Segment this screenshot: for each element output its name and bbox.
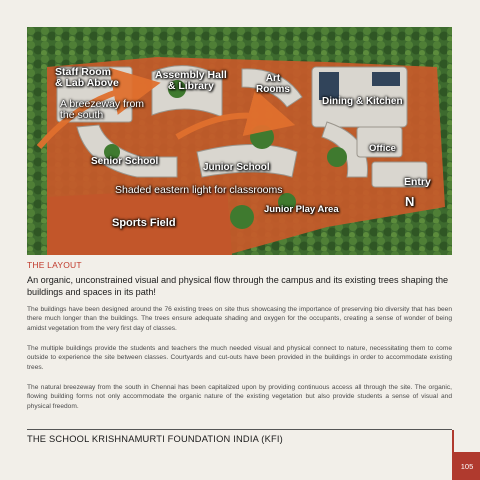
aerial-site-illustration — [27, 27, 452, 255]
section-title: THE LAYOUT — [27, 260, 82, 270]
paragraph-connect: The multiple buildings provide the students and teachers the much needed visual and physical connect to nature, necessitating them to come outside to experience the site between classes. Courtyards and cut-outs have been provided in the buildings in order to accommodate existing trees. — [27, 345, 452, 371]
right-arrow-icon — [408, 195, 452, 255]
label-entry: Entry — [404, 176, 431, 188]
label-shaded-light: Shaded eastern light for classrooms — [115, 184, 283, 196]
footer-title: THE SCHOOL KRISHNAMURTI FOUNDATION INDIA (KFI) — [27, 434, 283, 444]
label-junior-play-area: Junior Play Area — [264, 204, 339, 215]
label-art-rooms: Art Rooms — [256, 73, 290, 95]
aerial-site-photo — [27, 27, 452, 255]
label-junior-school: Junior School — [203, 162, 270, 173]
label-dining-kitchen: Dining & Kitchen — [322, 96, 403, 107]
page-number: 105 — [454, 452, 480, 480]
paragraph-trees: The buildings have been designed around the 76 existing trees on site thus showcasing the importance of preserving bio diversity that has been there much longer than the buildings. The trees ensure adequate shading and oxygen for the occupants, creating a sense of wonder of being amidst vegetation from the very first day of classes. — [27, 306, 452, 332]
lead-statement: An organic, unconstrained visual and physical flow through the campus and its existing trees shaping the buildings and spaces in its path! — [27, 275, 449, 297]
label-assembly-hall: Assembly Hall & Library — [155, 69, 227, 93]
paragraph-breezeway: The natural breezeway from the south in Chennai has been capitalized upon by providing continuous access all through the site. The organic, flowing building forms not only accommodate the organic nature of the existing vegetation but also provide students a sense of visual and physical freedom. — [27, 384, 452, 410]
label-senior-school: Senior School — [91, 156, 159, 167]
north-marker-letter: N — [405, 194, 415, 209]
label-sports-field: Sports Field — [112, 217, 176, 229]
label-breezeway: A breezeway from the south — [60, 98, 145, 122]
label-office: Office — [369, 143, 396, 154]
footer-divider — [27, 429, 452, 430]
north-marker — [405, 195, 414, 209]
label-staff-room: Staff Room & Lab Above — [55, 66, 119, 90]
